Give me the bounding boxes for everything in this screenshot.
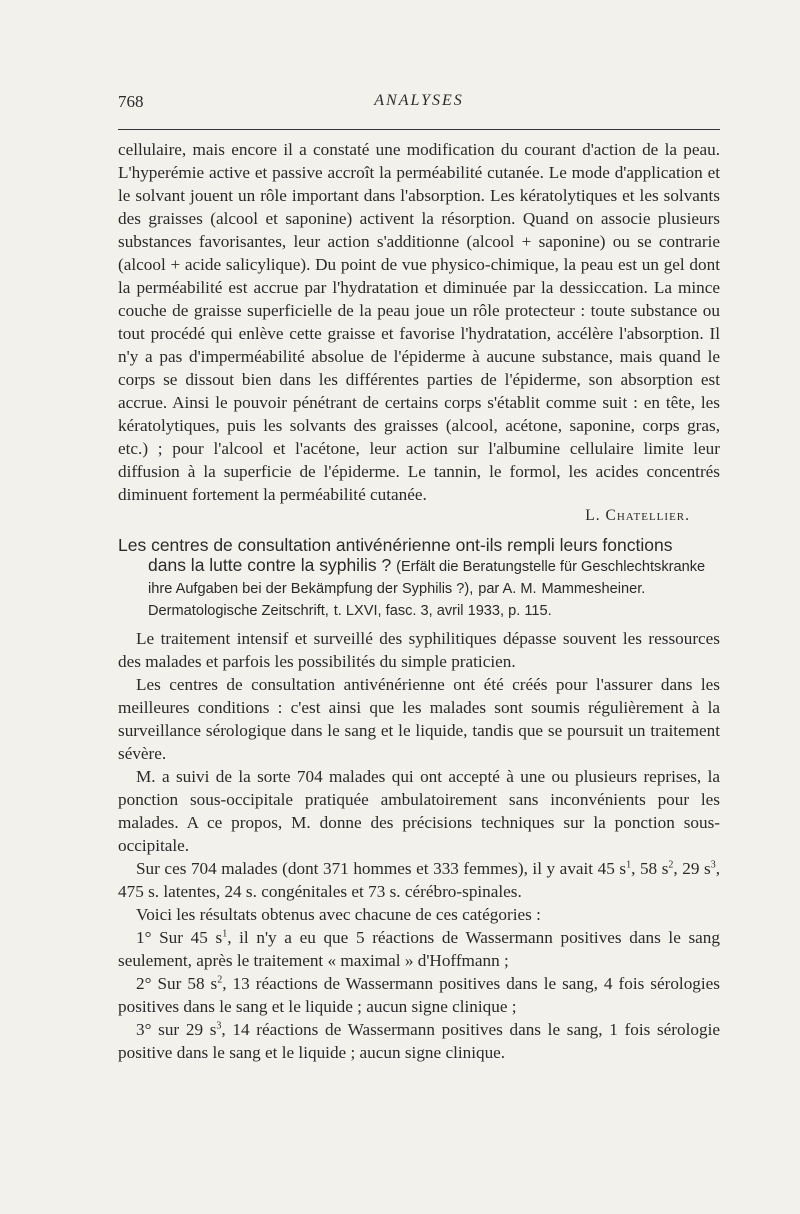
result-item-2 <box>118 972 720 1018</box>
continued-paragraph: cellulaire, mais encore il a constaté une modification du courant d'action de la peau. L'hyperémie active et passive accroît la perméabilité cutanée. Le mode d'application et le solvant jouent un rôle important dans l'absorption. Les kératolytiques et les solvants des graisses (alcool et saponine) activent la résorption. Quand on associe plusieurs substances favorisantes, leur action s'additionne (alcool + saponine) ou se contrarie (alcool + acide salicylique). Du point de vue physico-chimique, la peau est un gel dont la perméabilité est accrue par l'hydratation et diminuée par la dessiccation. La mince couche de graisse superficielle de la peau joue un rôle protecteur : toute substance ou tout procédé qui enlève cette graisse et favorise l'hydratation, accélère l'absorption. Il n'y a pas d'imperméabilité absolue de l'épiderme à aucune substance, mais quand le corps se dissout bien dans les différentes parties de l'épiderme, son absorption est accrue. Ainsi le pouvoir pénétrant de certains corps s'établit comme suit : en tête, les kératolytiques, puis les solvants des graisses (alcool, acétone, saponine, corps gras, etc.) ; pour l'alcool et l'acétone, leur action sur l'albumine cellulaire limite leur diffusion à la superficie de l'épiderme. Le tannin, le formol, les acides concentrés diminuent fortement la perméabilité cutanée. <box>118 140 720 504</box>
header-rule <box>118 129 720 130</box>
p4-text-a: Sur ces 704 malades (dont 371 hommes et 333 femmes), il y avait 45 s <box>136 859 627 878</box>
p4-text-d: , 475 s. latentes, 24 s. congénitales et 73 s. cérébro-spinales. <box>118 859 720 901</box>
article-title-line1: Les centres de consultation antivénérienne ont-ils rempli leurs fonctions <box>118 535 673 555</box>
review-signature <box>118 507 720 525</box>
item3-text-a: 3° sur 29 s <box>136 1020 217 1039</box>
ref-journal: Dermatologische Zeitschrift, <box>148 603 329 619</box>
body-paragraph-4 <box>118 857 720 903</box>
item3-text-b: , 14 réactions de Wassermann positives dans le sang, 1 fois sérologie positive dans le sang et le liquide ; aucun signe clinique. <box>118 1020 720 1062</box>
article-title-line2-wrap <box>118 555 720 621</box>
superscript: 1 <box>222 928 228 940</box>
body-paragraph-5: Voici les résultats obtenus avec chacune de ces catégories : <box>136 905 541 924</box>
ref-details: t. LXVI, fasc. 3, avril 1933, p. 115. <box>333 603 552 619</box>
body-paragraph-2: Les centres de consultation antivénérienne ont été créés pour l'assurer dans les meilleures conditions : c'est ainsi que les malades sont soumis régulièrement à la surveillance sérologique dans le sang et le liquide, tandis que se poursuit un traitement sévère. <box>118 675 720 763</box>
article-title-line2: dans la lutte contre la syphilis ? <box>148 555 392 575</box>
result-item-1 <box>118 926 720 972</box>
item1-text-b: , il n'y a eu que 5 réactions de Wassermann positives dans le sang seulement, après le traitement « maximal » d'Hoffmann ; <box>118 928 720 970</box>
result-item-3 <box>118 1018 720 1064</box>
page <box>118 92 720 1064</box>
p4-text-c: , 29 s <box>673 859 711 878</box>
german-title: (Erfält die Beratungstelle für Geschlechtskranke ihre Aufgaben bei der Bekämpfung der Syphilis ?), <box>148 559 706 597</box>
running-head: ANALYSES <box>374 92 464 109</box>
superscript: 3 <box>710 859 716 871</box>
ref-par: par A. M. <box>478 581 537 597</box>
superscript: 2 <box>217 974 223 986</box>
superscript: 3 <box>216 1020 222 1032</box>
page-number: 768 <box>118 92 144 111</box>
body-paragraph-1: Le traitement intensif et surveillé des syphilitiques dépasse souvent les ressources des malades et parfois les possibilités du simple praticien. <box>118 629 720 671</box>
superscript: 1 <box>626 859 632 871</box>
ref-author: Mammesheiner. <box>541 581 646 597</box>
signature-name: Chatellier. <box>605 507 690 524</box>
item1-text-a: 1° Sur 45 s <box>136 928 223 947</box>
superscript: 2 <box>668 859 674 871</box>
body-paragraph-3: M. a suivi de la sorte 704 malades qui ont accepté à une ou plusieurs reprises, la ponction sous-occipitale pratiquée ambulatoirement sans inconvénients pour les malades. A ce propos, M. donne des précisions techniques sur la ponction sous-occipitale. <box>118 767 720 855</box>
page-header <box>118 92 720 120</box>
article-title <box>118 535 720 621</box>
item2-text-b: , 13 réactions de Wassermann positives dans le sang, 4 fois sérologies positives dans le sang et le liquide ; aucun signe clinique ; <box>118 974 720 1016</box>
signature-initial: L. <box>585 507 601 524</box>
p4-text-b: , 58 s <box>631 859 669 878</box>
item2-text-a: 2° Sur 58 s <box>136 974 218 993</box>
article-reference <box>118 535 720 621</box>
